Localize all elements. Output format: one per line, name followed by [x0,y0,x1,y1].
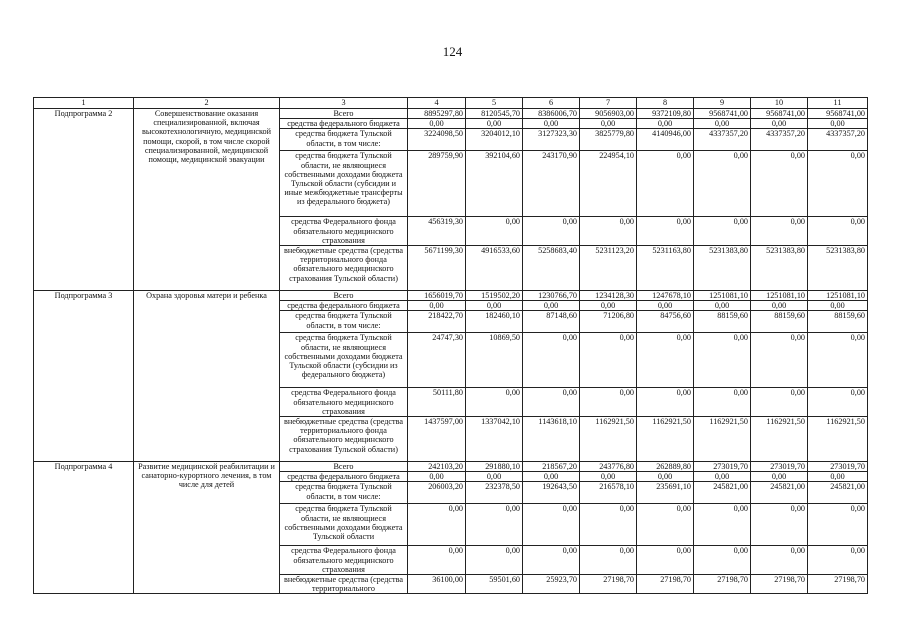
amount-cell: 0,00 [466,546,523,575]
amount-cell: 235691,10 [637,482,694,504]
subprogram-task: Совершенствование оказания специализированной, включая высокотехнологичную, медицинской помощи, скорой, в том числе скорой специализированной, медицинской помощи, медицинской эвакуации [134,109,280,291]
amount-cell: 0,00 [523,546,580,575]
amount-cell: 1230766,70 [523,291,580,301]
amount-cell: 0,00 [637,546,694,575]
amount-cell: 0,00 [751,301,808,311]
amount-cell: 0,00 [408,119,466,129]
amount-cell: 4337357,20 [751,129,808,151]
amount-cell: 1162921,50 [694,417,751,462]
amount-cell: 8120545,70 [466,109,523,119]
amount-cell: 273019,70 [694,462,751,472]
funding-source: средства бюджета Тульской области, в том числе: [280,482,408,504]
amount-cell: 273019,70 [751,462,808,472]
amount-cell: 88159,60 [694,311,751,333]
amount-cell: 0,00 [808,546,868,575]
amount-cell: 0,00 [808,504,868,546]
funding-source: Всего [280,291,408,301]
header-cell: 6 [523,98,580,109]
amount-cell: 1251081,10 [808,291,868,301]
amount-cell: 59501,60 [466,575,523,594]
amount-cell: 9372109,80 [637,109,694,119]
amount-cell: 25923,70 [523,575,580,594]
amount-cell: 0,00 [694,546,751,575]
amount-cell: 1437597,00 [408,417,466,462]
amount-cell: 0,00 [637,504,694,546]
amount-cell: 0,00 [694,119,751,129]
funding-source: средства бюджета Тульской области, в том числе: [280,311,408,333]
amount-cell: 0,00 [751,119,808,129]
amount-cell: 0,00 [523,504,580,546]
amount-cell: 0,00 [637,151,694,217]
amount-cell: 5231383,80 [694,246,751,291]
amount-cell: 245821,00 [808,482,868,504]
amount-cell: 456319,30 [408,217,466,246]
amount-cell: 0,00 [694,151,751,217]
amount-cell: 1337042,10 [466,417,523,462]
amount-cell: 289759,90 [408,151,466,217]
amount-cell: 0,00 [523,333,580,388]
amount-cell: 5231163,80 [637,246,694,291]
amount-cell: 0,00 [580,546,637,575]
amount-cell: 4337357,20 [808,129,868,151]
amount-cell: 27198,70 [751,575,808,594]
subprogram-name: Подпрограмма 4 [34,462,134,594]
amount-cell: 1251081,10 [694,291,751,301]
amount-cell: 87148,60 [523,311,580,333]
amount-cell: 0,00 [466,119,523,129]
amount-cell: 0,00 [523,472,580,482]
amount-cell: 0,00 [637,301,694,311]
amount-cell: 88159,60 [808,311,868,333]
amount-cell: 84756,60 [637,311,694,333]
subprogram-task: Развитие медицинской реабилитации и санаторно-курортного лечения, в том числе для детей [134,462,280,594]
subprogram-name: Подпрограмма 2 [34,109,134,291]
amount-cell: 0,00 [466,301,523,311]
amount-cell: 27198,70 [580,575,637,594]
funding-source: средства бюджета Тульской области, не являющиеся собственными доходами бюджета Тульской области [280,504,408,546]
amount-cell: 5231383,80 [751,246,808,291]
amount-cell: 262889,80 [637,462,694,472]
funding-source: внебюджетные средства (средства территориального фонда обязательного медицинского страхования Тульской области) [280,246,408,291]
amount-cell: 0,00 [523,217,580,246]
funding-source: средства Федерального фонда обязательного медицинского страхования [280,388,408,417]
amount-cell: 8895297,80 [408,109,466,119]
amount-cell: 0,00 [694,504,751,546]
amount-cell: 0,00 [808,472,868,482]
amount-cell: 0,00 [751,217,808,246]
amount-cell: 0,00 [637,472,694,482]
amount-cell: 224954,10 [580,151,637,217]
amount-cell: 192643,50 [523,482,580,504]
amount-cell: 0,00 [580,119,637,129]
amount-cell: 0,00 [808,151,868,217]
amount-cell: 0,00 [808,301,868,311]
amount-cell: 0,00 [808,217,868,246]
funding-source: Всего [280,109,408,119]
amount-cell: 36100,00 [408,575,466,594]
amount-cell: 27198,70 [637,575,694,594]
amount-cell: 0,00 [466,388,523,417]
amount-cell: 1251081,10 [751,291,808,301]
amount-cell: 9056903,00 [580,109,637,119]
amount-cell: 0,00 [637,333,694,388]
amount-cell: 1162921,50 [637,417,694,462]
funding-source: средства федерального бюджета [280,301,408,311]
funding-source: внебюджетные средства (средства территориального [280,575,408,594]
table-row [34,291,868,301]
funding-source: средства бюджета Тульской области, в том числе: [280,129,408,151]
amount-cell: 5258683,40 [523,246,580,291]
amount-cell: 0,00 [580,301,637,311]
funding-source: средства федерального бюджета [280,119,408,129]
amount-cell: 5231123,20 [580,246,637,291]
amount-cell: 88159,60 [751,311,808,333]
funding-source: средства Федерального фонда обязательного медицинского страхования [280,546,408,575]
amount-cell: 0,00 [808,388,868,417]
funding-source: Всего [280,462,408,472]
amount-cell: 4140946,00 [637,129,694,151]
amount-cell: 5671199,30 [408,246,466,291]
amount-cell: 0,00 [808,333,868,388]
amount-cell: 0,00 [408,301,466,311]
amount-cell: 1143618,10 [523,417,580,462]
amount-cell: 1247678,10 [637,291,694,301]
amount-cell: 3204012,10 [466,129,523,151]
header-cell: 2 [134,98,280,109]
amount-cell: 0,00 [637,119,694,129]
amount-cell: 0,00 [694,388,751,417]
amount-cell: 232378,50 [466,482,523,504]
amount-cell: 0,00 [466,472,523,482]
amount-cell: 1519502,20 [466,291,523,301]
table-row [34,109,868,119]
amount-cell: 0,00 [523,119,580,129]
amount-cell: 1162921,50 [580,417,637,462]
amount-cell: 0,00 [808,119,868,129]
amount-cell: 0,00 [751,388,808,417]
amount-cell: 206003,20 [408,482,466,504]
amount-cell: 8386006,70 [523,109,580,119]
funding-source: средства федерального бюджета [280,472,408,482]
funding-source: средства Федерального фонда обязательного медицинского страхования [280,217,408,246]
amount-cell: 0,00 [694,301,751,311]
amount-cell: 291880,10 [466,462,523,472]
amount-cell: 242103,20 [408,462,466,472]
amount-cell: 4916533,60 [466,246,523,291]
amount-cell: 0,00 [751,546,808,575]
amount-cell: 0,00 [751,333,808,388]
header-cell: 10 [751,98,808,109]
amount-cell: 218567,20 [523,462,580,472]
amount-cell: 0,00 [408,472,466,482]
page-number: 124 [442,44,463,59]
amount-cell: 216578,10 [580,482,637,504]
amount-cell: 0,00 [408,546,466,575]
funding-source: средства бюджета Тульской области, не являющиеся собственными доходами бюджета Тульской области (субсидии из федерального бюджета) [280,333,408,388]
subprogram-name: Подпрограмма 3 [34,291,134,462]
amount-cell: 0,00 [580,217,637,246]
amount-cell: 0,00 [637,388,694,417]
table-row [34,462,868,472]
amount-cell: 273019,70 [808,462,868,472]
amount-cell: 27198,70 [808,575,868,594]
amount-cell: 0,00 [751,504,808,546]
amount-cell: 3224098,50 [408,129,466,151]
amount-cell: 5231383,80 [808,246,868,291]
amount-cell: 243776,80 [580,462,637,472]
amount-cell: 9568741,00 [808,109,868,119]
amount-cell: 71206,80 [580,311,637,333]
amount-cell: 0,00 [751,151,808,217]
amount-cell: 0,00 [408,504,466,546]
subprogram-task: Охрана здоровья матери и ребенка [134,291,280,462]
amount-cell: 0,00 [580,472,637,482]
amount-cell: 0,00 [580,333,637,388]
amount-cell: 0,00 [523,388,580,417]
amount-cell: 1162921,50 [808,417,868,462]
header-cell: 1 [34,98,134,109]
amount-cell: 0,00 [580,388,637,417]
amount-cell: 1234128,30 [580,291,637,301]
amount-cell: 243170,90 [523,151,580,217]
funding-source: средства бюджета Тульской области, не являющиеся собственными доходами бюджета Тульской области (субсидии и иные межбюджетные трансферты из федерального бюджета) [280,151,408,217]
header-cell: 11 [808,98,868,109]
amount-cell: 3825779,80 [580,129,637,151]
amount-cell: 182460,10 [466,311,523,333]
amount-cell: 1656019,70 [408,291,466,301]
header-cell: 7 [580,98,637,109]
amount-cell: 3127323,30 [523,129,580,151]
funding-source: внебюджетные средства (средства территориального фонда обязательного медицинского страхования Тульской области) [280,417,408,462]
header-cell: 9 [694,98,751,109]
amount-cell: 0,00 [466,217,523,246]
amount-cell: 392104,60 [466,151,523,217]
amount-cell: 245821,00 [751,482,808,504]
amount-cell: 24747,30 [408,333,466,388]
amount-cell: 50111,80 [408,388,466,417]
financing-table [33,97,868,594]
header-cell: 3 [280,98,408,109]
header-cell: 4 [408,98,466,109]
amount-cell: 0,00 [694,333,751,388]
amount-cell: 0,00 [694,217,751,246]
amount-cell: 0,00 [580,504,637,546]
amount-cell: 0,00 [751,472,808,482]
amount-cell: 245821,00 [694,482,751,504]
amount-cell: 0,00 [694,472,751,482]
amount-cell: 1162921,50 [751,417,808,462]
header-row [34,98,868,109]
amount-cell: 4337357,20 [694,129,751,151]
amount-cell: 9568741,00 [694,109,751,119]
header-cell: 5 [466,98,523,109]
amount-cell: 0,00 [523,301,580,311]
amount-cell: 10869,50 [466,333,523,388]
amount-cell: 27198,70 [694,575,751,594]
amount-cell: 0,00 [637,217,694,246]
amount-cell: 218422,70 [408,311,466,333]
amount-cell: 9568741,00 [751,109,808,119]
amount-cell: 0,00 [466,504,523,546]
header-cell: 8 [637,98,694,109]
